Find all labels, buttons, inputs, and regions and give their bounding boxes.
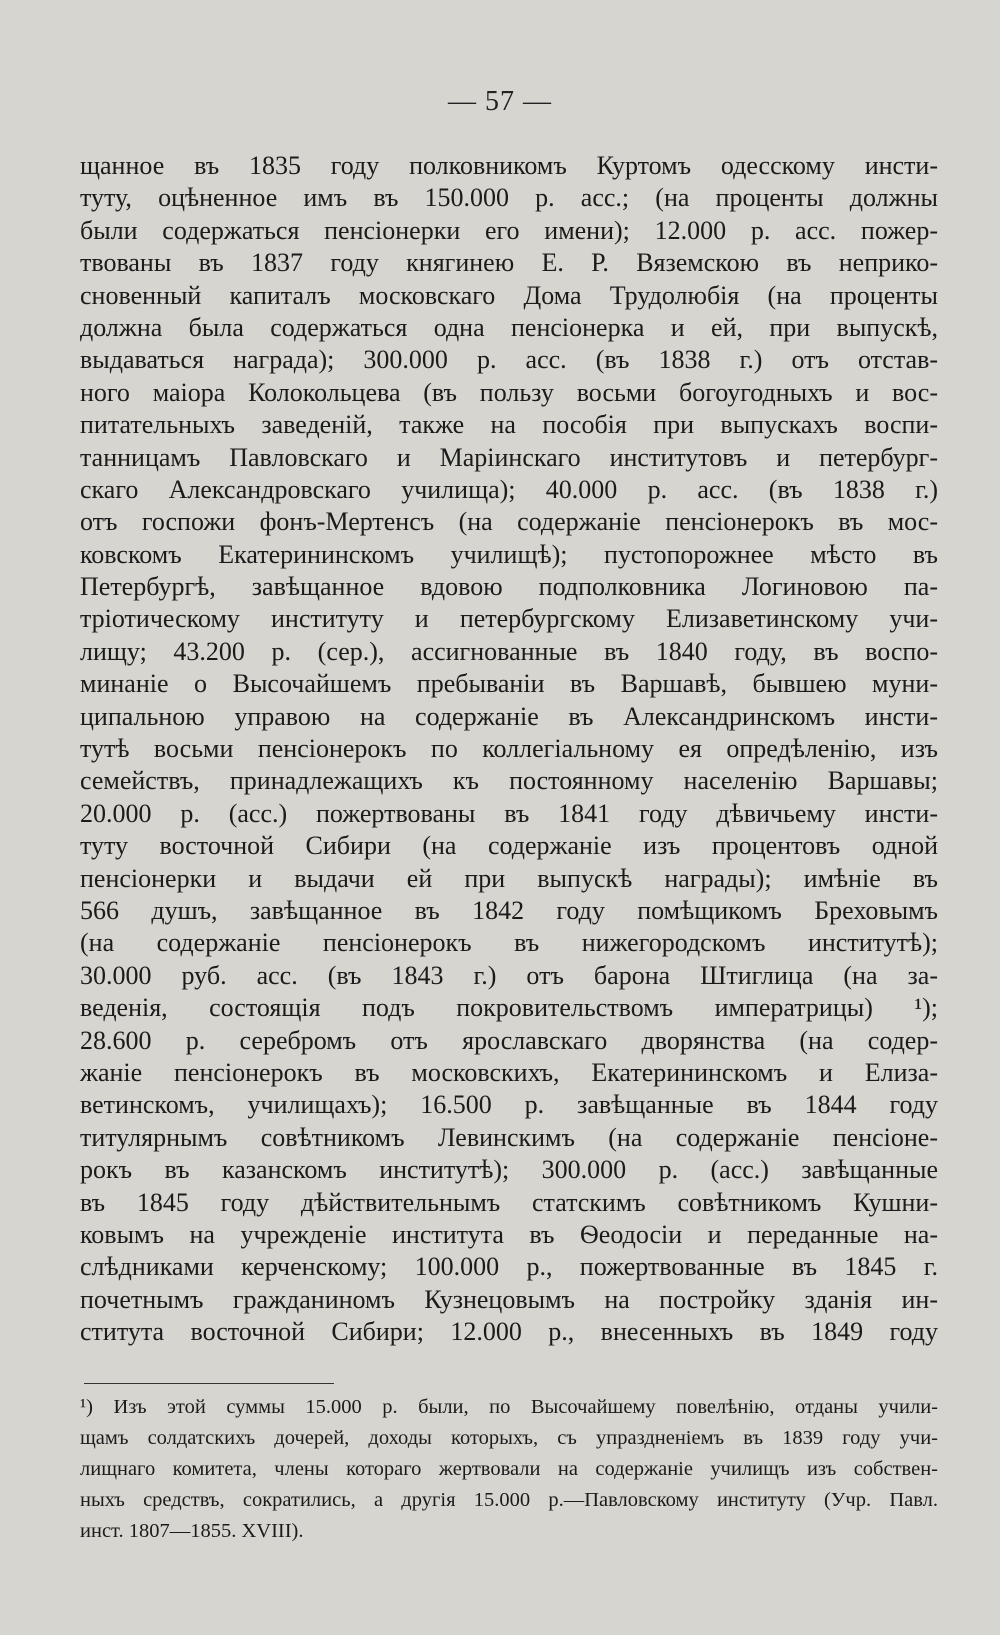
text-line: ститута восточной Сибири; 12.000 р., внесенныхъ въ 1849 году (80, 1317, 938, 1347)
text-line: слѣдниками керченскому; 100.000 р., пожертвованные въ 1845 г. (80, 1252, 938, 1282)
footnote (80, 1392, 938, 1547)
text-line: туту восточной Сибири (на содержаніе изъ процентовъ одной (80, 831, 938, 861)
text-line: должна была содержаться одна пенсіонерка и ей, при выпускѣ, (80, 312, 938, 342)
footnote-line: щамъ солдатскихъ дочерей, доходы которыхъ, съ упраздненіемъ въ 1839 году учи- (80, 1427, 938, 1449)
footnote-line: инст. 1807—1855. XVIII). (80, 1520, 304, 1542)
text-line: скаго Александровскаго училища); 40.000 р. асс. (въ 1838 г.) (80, 474, 938, 504)
text-line: 30.000 руб. асс. (въ 1843 г.) отъ барона Штиглица (на за- (80, 960, 938, 990)
text-line: лищу; 43.200 р. (сер.), ассигнованные въ 1840 году, въ воспо- (80, 636, 938, 666)
text-line: жаніе пенсіонерокъ въ московскихъ, Екатерининскомъ и Елиза- (80, 1057, 938, 1087)
text-line: (на содержаніе пенсіонерокъ въ нижегородскомъ институтѣ); (80, 928, 938, 958)
text-line: 20.000 р. (асс.) пожертвованы въ 1841 году дѣвичьему инсти- (80, 798, 938, 828)
footnote-line: ¹) Изъ этой суммы 15.000 р. были, по Высочайшему повелѣнію, отданы учили- (80, 1396, 938, 1418)
text-line: ветинскомъ, училищахъ); 16.500 р. завѣщанные въ 1844 году (80, 1090, 938, 1120)
text-line: пенсіонерки и выдачи ей при выпускѣ награды); имѣніе въ (80, 863, 938, 893)
text-line: 566 душъ, завѣщанное въ 1842 году помѣщикомъ Бреховымъ (80, 895, 938, 925)
text-line: ного маіора Колокольцева (въ пользу восьми богоугодныхъ и вос- (80, 377, 938, 407)
text-line: ковымъ на учрежденіе института въ Ѳеодосіи и переданные на- (80, 1219, 938, 1249)
main-text (80, 150, 938, 1348)
text-line: Петербургѣ, завѣщанное вдовою подполковника Логиновою па- (80, 572, 938, 602)
footnote-line: ныхъ средствъ, сократились, а другія 15.000 р.—Павловскому институту (Учр. Павл. (80, 1489, 938, 1511)
text-line: отъ госпожи фонъ-Мертенсъ (на содержаніе пенсіонерокъ въ мос- (80, 507, 938, 537)
text-line: титулярнымъ совѣтникомъ Левинскимъ (на содержаніе пенсіоне- (80, 1122, 938, 1152)
text-line: были содержаться пенсіонерки его имени); 12.000 р. асс. пожер- (80, 215, 938, 245)
text-line: ковскомъ Екатерининскомъ училищѣ); пустопорожнее мѣсто въ (80, 539, 938, 569)
text-line: ципальною управою на содержаніе въ Александринскомъ инсти- (80, 701, 938, 731)
text-line: семействъ, принадлежащихъ къ постоянному населенію Варшавы; (80, 766, 938, 796)
text-line: тріотическому институту и петербургскому Елизаветинскому учи- (80, 604, 938, 634)
text-line: выдаваться награда); 300.000 р. асс. (въ 1838 г.) отъ отстав- (80, 345, 938, 375)
text-line: твованы въ 1837 году княгинею Е. Р. Вяземскою въ неприко- (80, 248, 938, 278)
text-line: щанное въ 1835 году полковникомъ Куртомъ одесскому инсти- (80, 151, 938, 180)
text-line: почетнымъ гражданиномъ Кузнецовымъ на постройку зданія ин- (80, 1284, 938, 1314)
text-line: рокъ въ казанскомъ институтѣ); 300.000 р. (асс.) завѣщанные (80, 1155, 938, 1185)
text-line: въ 1845 году дѣйствительнымъ статскимъ совѣтникомъ Кушни- (80, 1187, 938, 1217)
text-line: туту, оцѣненное имъ въ 150.000 р. асс.; (на проценты должны (80, 183, 938, 213)
text-line: 28.600 р. серебромъ отъ ярославскаго дворянства (на содер- (80, 1025, 938, 1055)
text-line: тутѣ восьми пенсіонерокъ по коллегіальному ея опредѣленію, изъ (80, 734, 938, 764)
text-line: сновенный капиталъ московскаго Дома Трудолюбія (на проценты (80, 280, 938, 310)
page-number: — 57 — (448, 86, 552, 117)
footnote-divider (84, 1383, 334, 1384)
text-line: веденія, состоящія подъ покровительствомъ императрицы) ¹); (80, 993, 938, 1023)
text-line: минаніе о Высочайшемъ пребываніи въ Варшавѣ, бывшею муни- (80, 669, 938, 699)
footnote-line: лищнаго комитета, члены котораго жертвовали на содержаніе училищъ изъ собствен- (80, 1458, 938, 1480)
text-line: питательныхъ заведеній, также на пособія при выпускахъ воспи- (80, 410, 938, 440)
text-line: танницамъ Павловскаго и Маріинскаго институтовъ и петербург- (80, 442, 938, 472)
